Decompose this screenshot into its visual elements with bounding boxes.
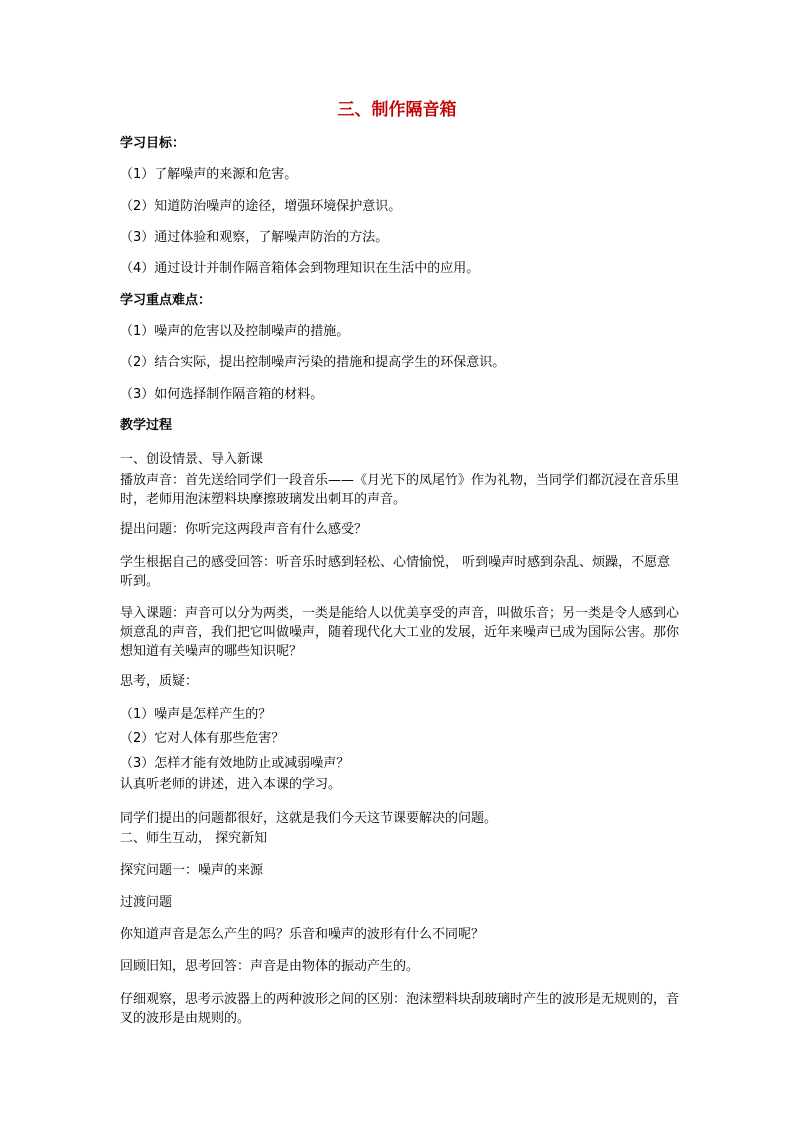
answer-paragraph: 学生根据自己的感受回答：听音乐时感到轻松、心情愉悦， 听到噪声时感到杂乱、烦躁，不愿意听到。 (120, 555, 671, 589)
question-paragraph: 提出问题：你听完这两段声音有什么感受？ (120, 522, 368, 537)
think-item: （1）噪声是怎样产生的？ (120, 707, 272, 722)
review-paragraph: 回顾旧知，思考回答：声音是由物体的振动产生的。 (120, 959, 420, 974)
objectives-heading: 学习目标： (120, 136, 186, 151)
objective-item: （2）知道防治噪声的途径，增强环境保护意识。 (120, 199, 402, 214)
listen-paragraph: 认真听老师的讲述，进入本课的学习。 (120, 777, 342, 792)
think-item: （2）它对人体有那些危害？ (120, 731, 285, 746)
objective-item: （3）通过体验和观察，了解噪声防治的方法。 (120, 230, 389, 245)
process-heading: 教学过程 (120, 418, 173, 433)
explore-heading: 探究问题一：噪声的来源 (120, 863, 264, 878)
key-point-item: （2）结合实际，提出控制噪声污染的措施和提高学生的环保意识。 (120, 355, 506, 370)
section-heading: 一、创设情景、导入新课 (120, 452, 264, 467)
observe-paragraph: 仔细观察，思考示波器上的两种波形之间的区别：泡沫塑料块刮玻璃时产生的波形是无规则的，音叉的波形是由规则的。 (120, 992, 680, 1026)
think-item: （3）怎样才能有效地防止或减弱噪声？ (120, 756, 350, 771)
objective-item: （4）通过设计并制作隔音箱体会到物理知识在生活中的应用。 (120, 261, 480, 276)
key-point-item: （1）噪声的危害以及控制噪声的措施。 (120, 324, 350, 339)
key-point-item: （3）如何选择制作隔音箱的材料。 (120, 387, 324, 402)
transition-paragraph: 过渡问题 (120, 895, 173, 910)
objective-item: （1）了解噪声的来源和危害。 (120, 167, 298, 182)
key-points-heading: 学习重点难点： (120, 293, 212, 308)
intro-paragraph: 导入课题：声音可以分为两类，一类是能给人以优美享受的声音，叫做乐音；另一类是令人感到心烦意乱的声音，我们把它叫做噪声，随着现代化大工业的发展，近年来噪声已成为国际公害。那你想知道有关噪声的哪些知识呢？ (120, 606, 680, 659)
think-heading: 思考，质疑： (120, 674, 199, 689)
play-sound-paragraph: 播放声音：首先送给同学们一段音乐——《月光下的凤尾竹》作为礼物，当同学们都沉浸在音乐里时，老师用泡沫塑料块摩擦玻璃发出刺耳的声音。 (120, 473, 680, 507)
know-paragraph: 你知道声音是怎么产生的吗？乐音和噪声的波形有什么不同呢？ (120, 927, 485, 942)
document-title: 三、制作隔音箱 (337, 100, 457, 120)
section-heading: 二、师生互动， 探究新知 (120, 831, 268, 846)
good-questions-paragraph: 同学们提出的问题都很好，这就是我们今天这节课要解决的问题。 (120, 811, 498, 826)
